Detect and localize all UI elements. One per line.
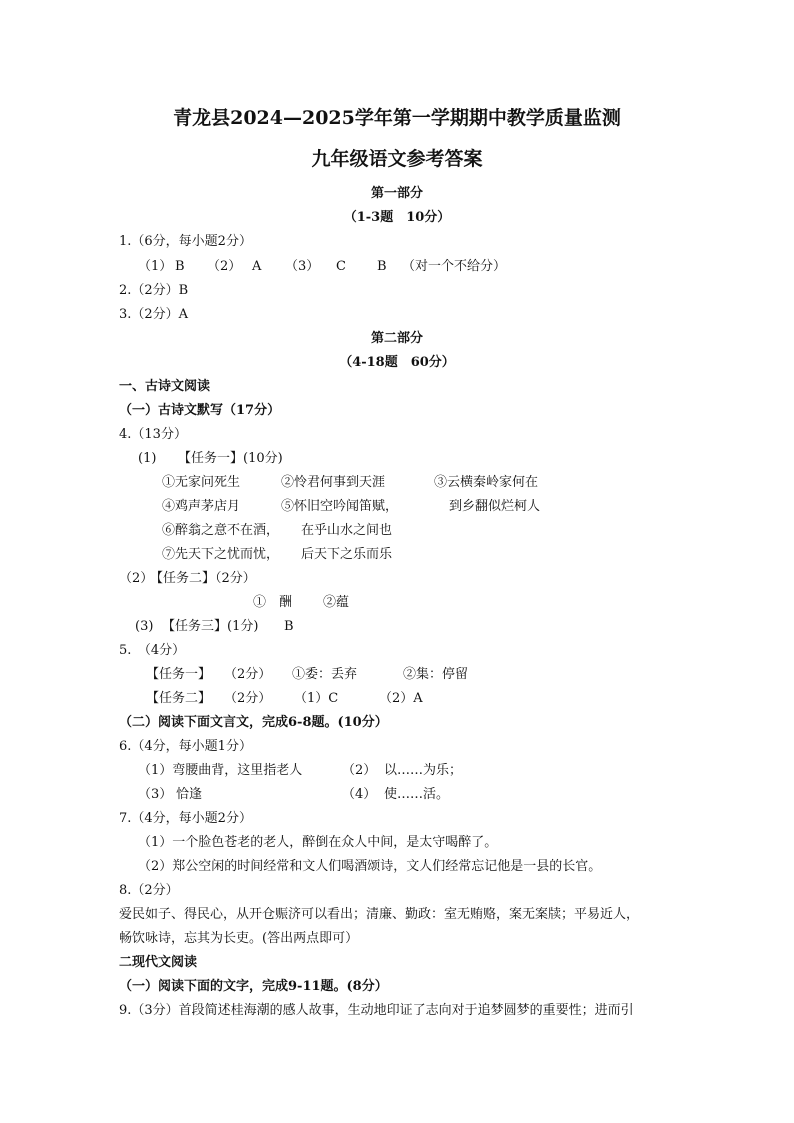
q4-3-task: 【任务三】(1分) <box>162 619 259 634</box>
q1-sub2-num: （2） <box>207 259 242 274</box>
q5-task2: 【任务二】 <box>146 691 212 706</box>
q4-ans-5: ⑤怀旧空吟闻笛赋， <box>281 499 399 514</box>
q6-ans-3: 恰逢 <box>176 787 203 802</box>
q5-task1-ans-2: ②集：停留 <box>403 667 469 682</box>
part1-range: （1-3题 10分） <box>343 210 451 225</box>
section1-heading: 一、古诗文阅读 <box>119 379 211 394</box>
part2-range: （4-18题 60分） <box>339 355 455 370</box>
document-subtitle: 九年级语文参考答案 <box>311 148 483 170</box>
q4-ans-8: 在乎山水之间也 <box>301 523 393 538</box>
q4-ans-3: ③云横秦岭家何在 <box>434 475 539 490</box>
q1-sub2-ans: A <box>252 259 262 274</box>
q8-ans-line2: 畅饮咏诗，忘其为长吏。(答出两点即可） <box>119 931 359 946</box>
section1-1-heading: （一）古诗文默写（17分） <box>119 403 281 418</box>
q8-header: 8.（2分） <box>119 883 179 898</box>
q1-sub1-ans: B <box>175 259 185 274</box>
q1-sub3-ans: C <box>336 259 346 274</box>
q5-task1-points: （2分） <box>224 667 272 682</box>
q5-header: 5. （4分） <box>119 643 186 658</box>
q6-ans-4: 使……活。 <box>384 787 450 802</box>
q5-task1-ans-1: ①委：丢弃 <box>292 667 358 682</box>
q4-3-ans: B <box>284 619 294 634</box>
document-title: 青龙县2024—2025学年第一学期期中教学质量监测 <box>173 107 621 129</box>
q6-ans-4-num: （4） <box>342 787 377 802</box>
part1-heading: 第一部分 <box>370 186 423 201</box>
section2-heading: 二现代文阅读 <box>119 955 198 970</box>
q4-2-label: （2） <box>119 571 154 586</box>
q1-sub1-num: （1） <box>138 259 173 274</box>
q1-header: 1.（6分，每小题2分） <box>119 234 252 249</box>
q5-task1: 【任务一】 <box>146 667 212 682</box>
q4-2-ans-2: ②蕴 <box>323 595 350 610</box>
q5-task2-points: （2分） <box>224 691 272 706</box>
q6-ans-3-num: （3） <box>138 787 173 802</box>
q2-answer: 2.（2分）B <box>119 283 189 298</box>
q4-ans-7: ⑥醉翁之意不在酒， <box>162 523 280 538</box>
q4-3-label: (3) <box>135 619 154 634</box>
q4-header: 4.（13分） <box>119 427 187 442</box>
q5-task2-ans-2: （2）A <box>379 691 423 706</box>
section1-2-heading: （二）阅读下面文言文，完成6-8题。(10分） <box>119 715 388 730</box>
q7-ans-1: （1）一个脸色苍老的老人，醉倒在众人中间，是太守喝醉了。 <box>138 835 498 850</box>
q4-ans-2: ②怜君何事到天涯 <box>281 475 386 490</box>
part2-heading: 第二部分 <box>370 331 423 346</box>
section2-1-heading: （一）阅读下面的文字，完成9-11题。(8分） <box>119 979 388 994</box>
q4-ans-4: ④鸡声茅店月 <box>162 499 241 514</box>
q4-1-task: 【任务一】(10分) <box>178 451 283 466</box>
q4-1-label: (1) <box>138 451 157 466</box>
q4-ans-10: 后天下之乐而乐 <box>301 547 393 562</box>
q5-task2-ans-1: （1）C <box>294 691 339 706</box>
q1-sub4-ans: B <box>377 259 387 274</box>
q9-ans: 9.（3分）首段简述桂海潮的感人故事，生动地印证了志向对于追梦圆梦的重要性；进而引 <box>119 1003 634 1018</box>
q6-ans-2-num: （2） <box>342 763 377 778</box>
q4-ans-6: 到乡翻似烂柯人 <box>449 499 541 514</box>
q8-ans-line1: 爱民如子、得民心，从开仓赈济可以看出；清廉、勤政：室无贿赂，案无案牍；平易近人， <box>119 907 640 922</box>
q4-2-task: 【任务二】（2分） <box>150 571 256 586</box>
q3-answer: 3.（2分）A <box>119 307 189 322</box>
q1-sub3-num: （3） <box>285 259 320 274</box>
q4-ans-9: ⑦先天下之忧而忧， <box>162 547 280 562</box>
q6-ans-2: 以……为乐； <box>384 763 463 778</box>
q6-header: 6.（4分，每小题1分） <box>119 739 252 754</box>
q7-header: 7.（4分，每小题2分） <box>119 811 252 826</box>
q4-ans-1: ①无家问死生 <box>162 475 241 490</box>
q1-note: （对一个不给分） <box>402 259 507 274</box>
q4-2-ans-1: ① 酬 <box>253 595 293 610</box>
q7-ans-2: （2）郑公空闲的时间经常和文人们喝酒颂诗，文人们经常忘记他是一县的长官。 <box>138 859 602 874</box>
q6-ans-1: （1）弯腰曲背，这里指老人 <box>138 763 303 778</box>
